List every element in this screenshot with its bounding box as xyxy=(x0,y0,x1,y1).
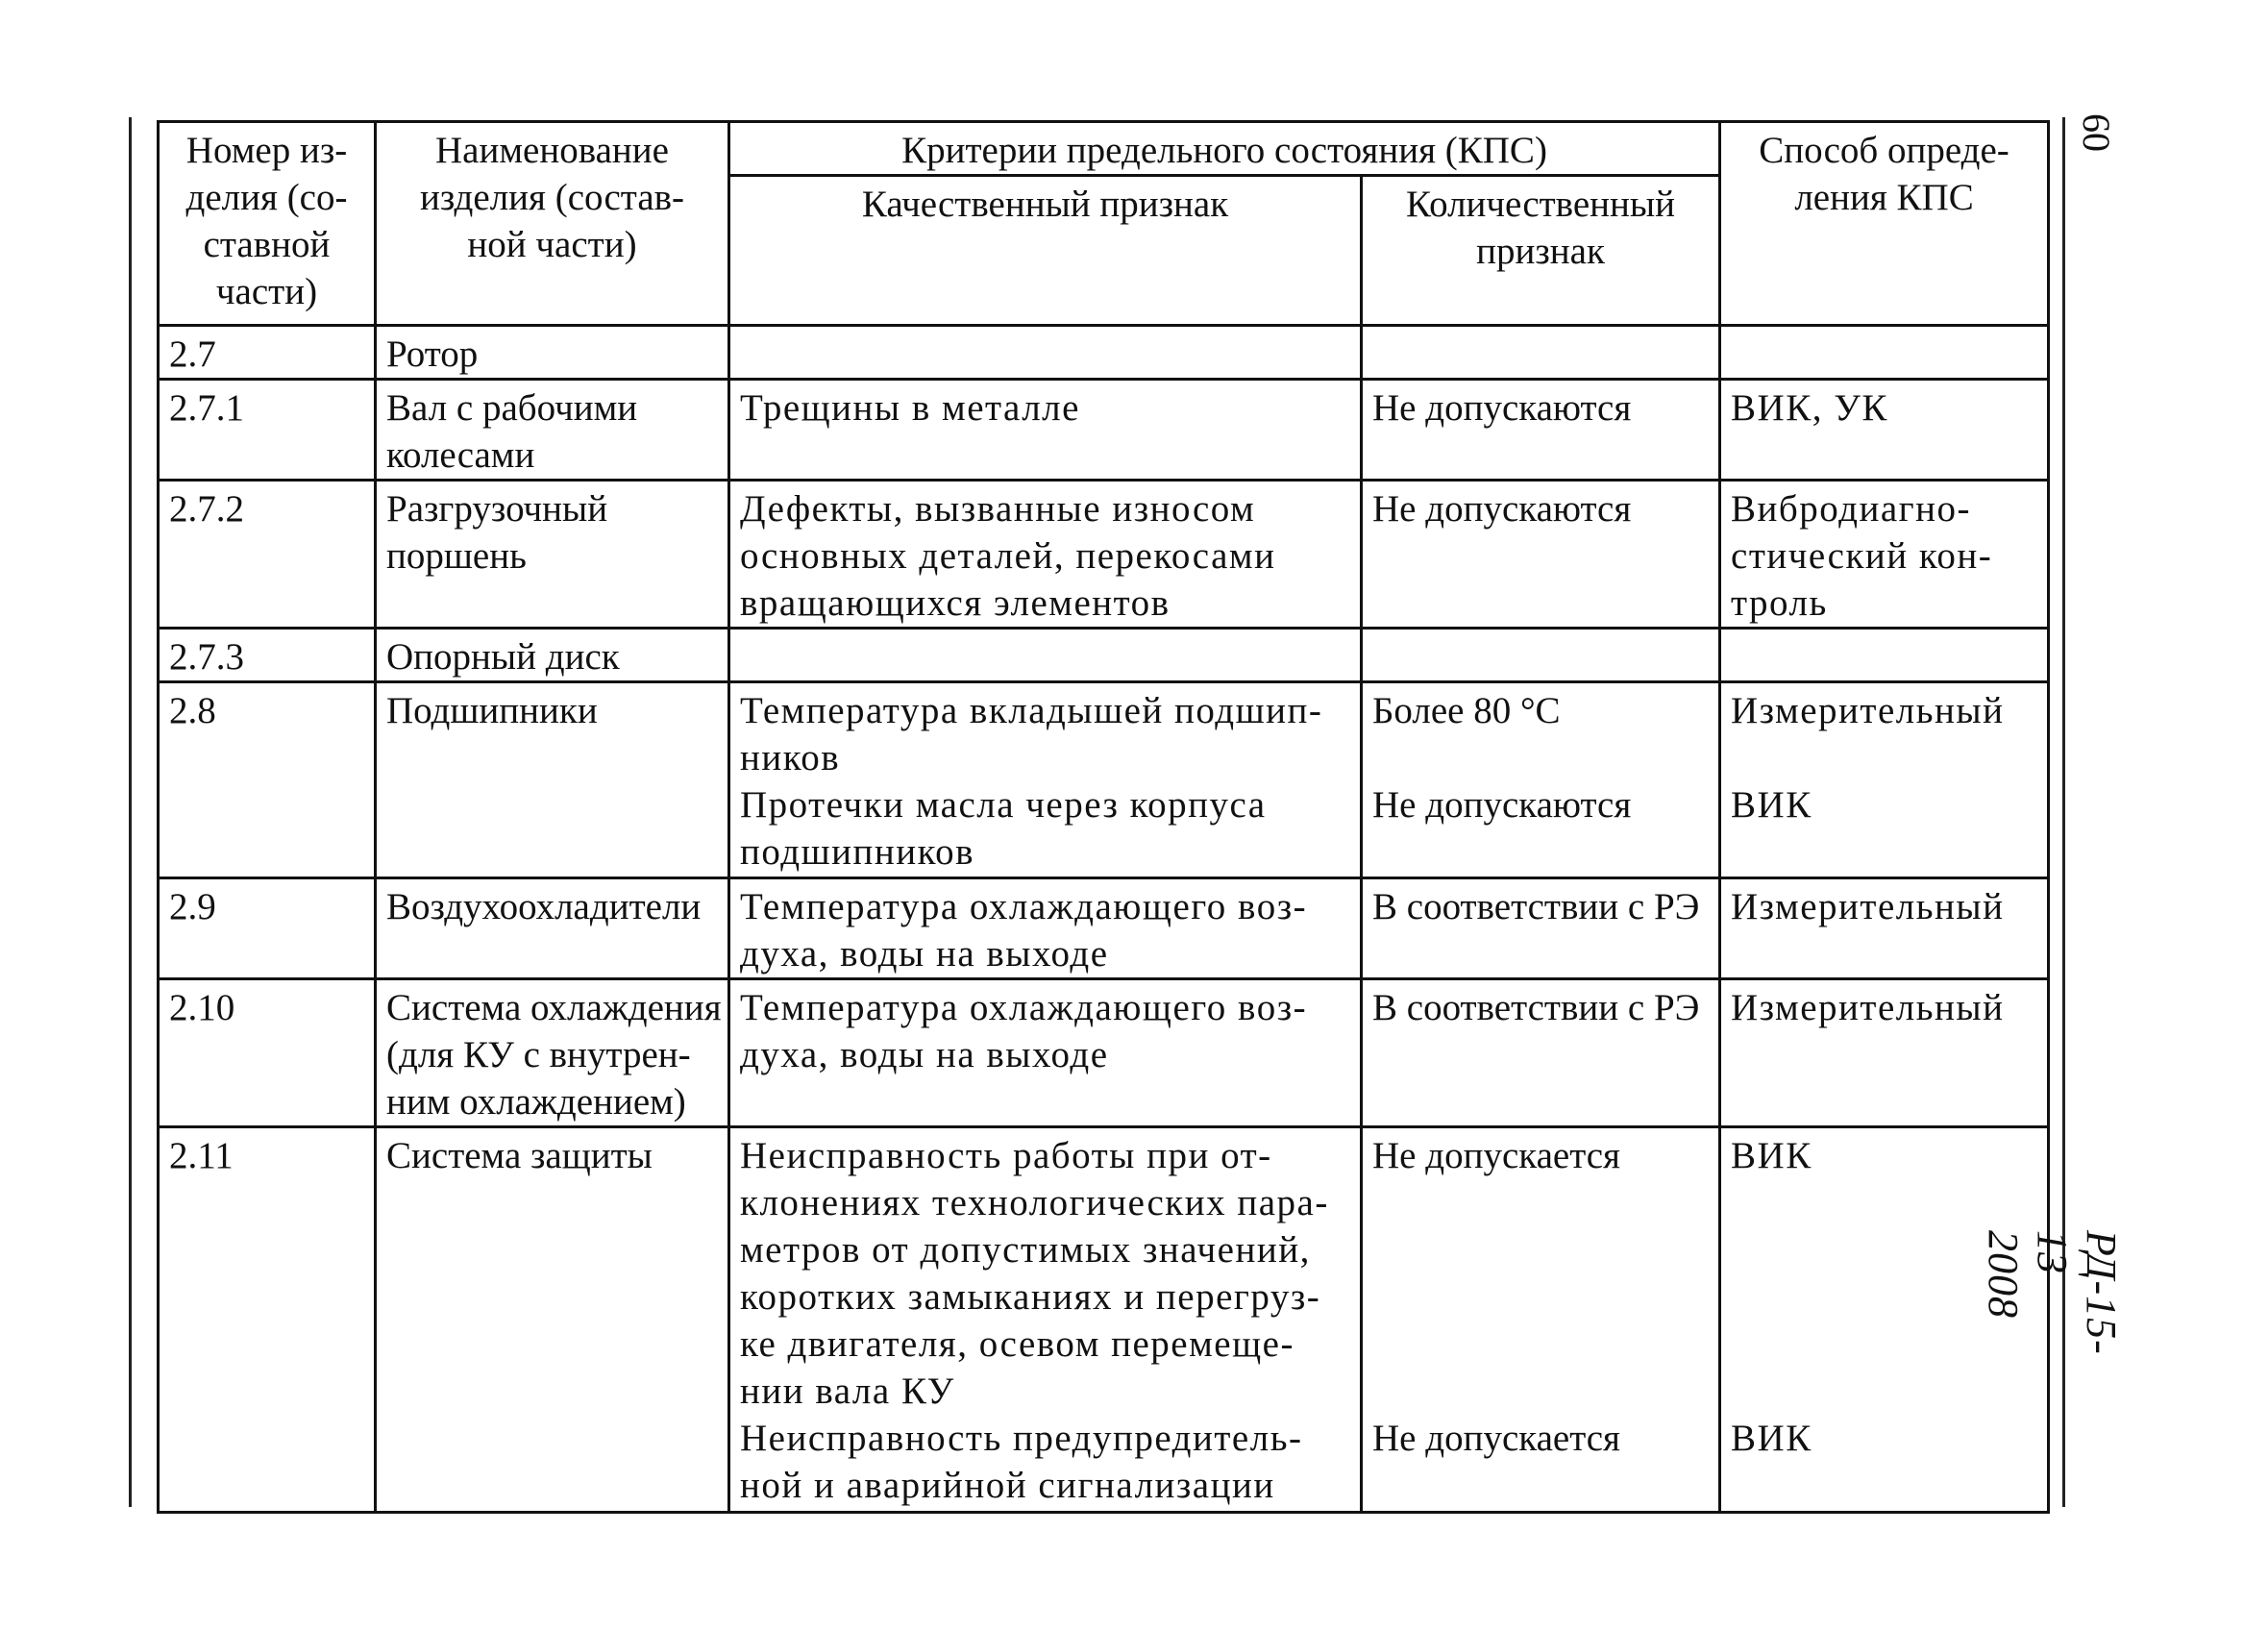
cell-method xyxy=(1720,878,2049,979)
cell-text-line: метров от допустимых значений, xyxy=(740,1229,1311,1271)
cell-text-line: Измерительный xyxy=(1731,690,2005,731)
cell-text-line: Не допускаются xyxy=(1372,488,1632,530)
header-item-number: Номер из- делия (со- ставной части) xyxy=(159,122,376,326)
cell-text-line: поршень xyxy=(386,535,527,577)
cell-item-name xyxy=(376,629,729,682)
header-quantitative: Количественный признак xyxy=(1362,176,1720,326)
cell-text-line xyxy=(1731,1226,2037,1273)
document-code: РД-15-13–2008 xyxy=(1980,1230,2125,1355)
criteria-table xyxy=(157,120,2050,1514)
cell-qualitative xyxy=(729,1127,1362,1513)
cell-text-line: ке двигателя, осевом перемеще- xyxy=(740,1323,1294,1365)
table-row xyxy=(159,682,2049,878)
cell-text-line: Не допускается xyxy=(1372,1418,1620,1459)
cell-qualitative xyxy=(729,629,1362,682)
cell-qualitative xyxy=(729,481,1362,629)
cell-item-name xyxy=(376,682,729,878)
cell-text-line: вращающихся элементов xyxy=(740,582,1171,624)
cell-text-line: подшипников xyxy=(740,831,974,873)
cell-text-line: Система защиты xyxy=(386,1135,653,1176)
cell-text-line: Температура охлаждающего воз- xyxy=(740,886,1308,927)
cell-text-line: Температура вкладышей подшип- xyxy=(740,690,1323,731)
cell-text-line: ников xyxy=(740,737,841,778)
cell-text-line: нии вала КУ xyxy=(740,1371,955,1412)
cell-item-number: 2.11 xyxy=(159,1127,376,1513)
cell-text-line xyxy=(1731,1273,2037,1321)
cell-text-line: ВИК, УК xyxy=(1731,387,1888,429)
cell-text-line: Измерительный xyxy=(1731,886,2005,927)
cell-item-number: 2.7 xyxy=(159,326,376,380)
cell-text-line: основных деталей, перекосами xyxy=(740,535,1276,577)
cell-text-line: Более 80 °С xyxy=(1372,690,1561,731)
cell-qualitative xyxy=(729,380,1362,481)
cell-text-line: Дефекты, вызванные износом xyxy=(740,488,1256,530)
cell-text-line: В соответствии с РЭ xyxy=(1372,886,1700,927)
page-number: 60 xyxy=(2075,113,2118,152)
cell-text-line: троль xyxy=(1731,582,1828,624)
cell-quantitative xyxy=(1362,629,1720,682)
cell-text-line: Ротор xyxy=(386,333,479,375)
cell-text-line: Неисправность предупредитель- xyxy=(740,1418,1303,1459)
cell-item-name xyxy=(376,1127,729,1513)
cell-text-line xyxy=(1731,1179,2037,1226)
cell-qualitative xyxy=(729,682,1362,878)
header-item-name: Наименование изделия (состав- ной части) xyxy=(376,122,729,326)
cell-text-line xyxy=(1372,1368,1709,1415)
header-qualitative: Качественный признак xyxy=(729,176,1362,326)
cell-method xyxy=(1720,326,2049,380)
table-row xyxy=(159,1127,2049,1513)
cell-method xyxy=(1720,1127,2049,1513)
cell-text-line xyxy=(1731,734,2037,781)
cell-item-number: 2.7.3 xyxy=(159,629,376,682)
cell-item-name xyxy=(376,326,729,380)
cell-text-line: ВИК xyxy=(1731,1135,1812,1176)
cell-item-number: 2.7.2 xyxy=(159,481,376,629)
cell-text-line: стический кон- xyxy=(1731,535,1993,577)
cell-item-number: 2.7.1 xyxy=(159,380,376,481)
cell-text-line: духа, воды на выходе xyxy=(740,933,1109,975)
cell-text-line xyxy=(1372,1273,1709,1321)
cell-text-line: коротких замыканиях и перегруз- xyxy=(740,1276,1321,1318)
cell-text-line: Не допускаются xyxy=(1372,784,1632,826)
cell-text-line: духа, воды на выходе xyxy=(740,1034,1109,1075)
cell-method xyxy=(1720,979,2049,1127)
table-row xyxy=(159,326,2049,380)
cell-quantitative xyxy=(1362,682,1720,878)
cell-text-line: ВИК xyxy=(1731,784,1812,826)
table-row xyxy=(159,481,2049,629)
cell-method xyxy=(1720,481,2049,629)
cell-text-line: Разгрузочный xyxy=(386,488,608,530)
cell-text-line: Опорный диск xyxy=(386,636,620,678)
cell-text-line: Воздухоохладители xyxy=(386,886,702,927)
header-criteria: Критерии предельного состояния (КПС) xyxy=(729,122,1720,176)
cell-text-line: колесами xyxy=(386,434,535,476)
cell-text-line xyxy=(1372,1321,1709,1368)
cell-method xyxy=(1720,682,2049,878)
left-margin-rule xyxy=(129,117,132,1507)
cell-item-name xyxy=(376,878,729,979)
cell-qualitative xyxy=(729,979,1362,1127)
cell-item-name xyxy=(376,481,729,629)
cell-quantitative xyxy=(1362,878,1720,979)
cell-text-line: Температура охлаждающего воз- xyxy=(740,987,1308,1028)
cell-text-line xyxy=(1731,1368,2037,1415)
table-row xyxy=(159,979,2049,1127)
cell-text-line: Измерительный xyxy=(1731,987,2005,1028)
cell-qualitative xyxy=(729,878,1362,979)
cell-text-line xyxy=(1731,1321,2037,1368)
cell-text-line: ВИК xyxy=(1731,1418,1812,1459)
cell-quantitative xyxy=(1362,380,1720,481)
cell-quantitative xyxy=(1362,979,1720,1127)
cell-text-line xyxy=(1372,734,1709,781)
table-row xyxy=(159,629,2049,682)
cell-text-line: Не допускается xyxy=(1372,1135,1620,1176)
table-body xyxy=(159,326,2049,1513)
cell-text-line: ним охлаждением) xyxy=(386,1081,686,1123)
cell-qualitative xyxy=(729,326,1362,380)
cell-text-line: клонениях технологических пара- xyxy=(740,1182,1329,1223)
cell-quantitative xyxy=(1362,326,1720,380)
cell-text-line: Вибродиагно- xyxy=(1731,488,1971,530)
cell-text-line xyxy=(1372,1179,1709,1226)
table-row xyxy=(159,380,2049,481)
header-method: Способ опреде- ления КПС xyxy=(1720,122,2049,326)
cell-text-line: Не допускаются xyxy=(1372,387,1632,429)
cell-quantitative xyxy=(1362,481,1720,629)
cell-item-number: 2.10 xyxy=(159,979,376,1127)
cell-text-line: В соответствии с РЭ xyxy=(1372,987,1700,1028)
table-row xyxy=(159,878,2049,979)
cell-item-name xyxy=(376,979,729,1127)
cell-text-line: Вал с рабочими xyxy=(386,387,638,429)
cell-text-line: Протечки масла через корпуса xyxy=(740,784,1267,826)
cell-text-line: Трещины в металле xyxy=(740,387,1080,429)
cell-text-line xyxy=(1372,1226,1709,1273)
cell-text-line: (для КУ с внутрен- xyxy=(386,1034,691,1075)
cell-method xyxy=(1720,629,2049,682)
cell-method xyxy=(1720,380,2049,481)
cell-quantitative xyxy=(1362,1127,1720,1513)
cell-text-line: Подшипники xyxy=(386,690,598,731)
cell-text-line: Неисправность работы при от- xyxy=(740,1135,1272,1176)
cell-item-name xyxy=(376,380,729,481)
cell-text-line: ной и аварийной сигнализации xyxy=(740,1465,1275,1506)
cell-item-number: 2.9 xyxy=(159,878,376,979)
cell-item-number: 2.8 xyxy=(159,682,376,878)
cell-text-line: Система охлаждения xyxy=(386,987,722,1028)
